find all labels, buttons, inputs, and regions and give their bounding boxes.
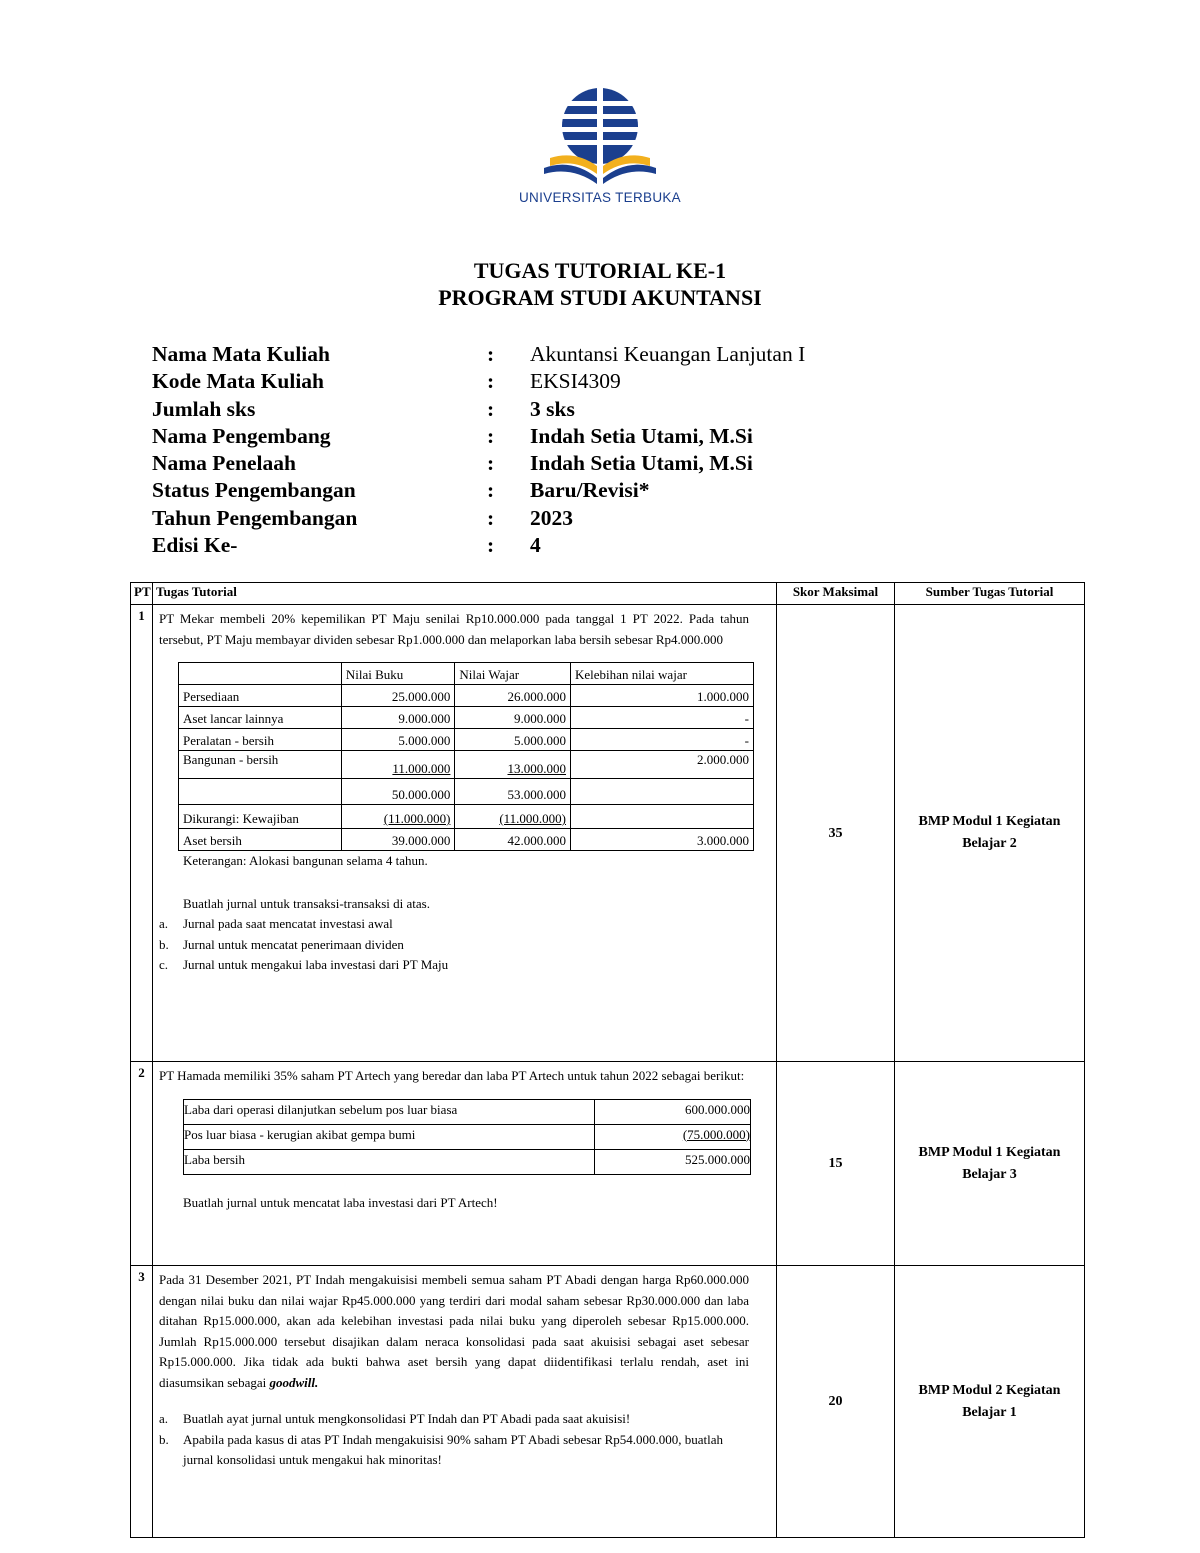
header-source: Sumber Tugas Tutorial [895, 583, 1085, 605]
score-cell: 15 [777, 1062, 895, 1266]
task-sub-item: a. Buatlah ayat jurnal untuk mengkonsolidasi PT Indah dan PT Abadi pada saat akuisisi! [159, 1411, 631, 1426]
meta-label: Edisi Ke- [152, 533, 238, 558]
col-header: Nilai Wajar [455, 663, 571, 685]
balance-header-row [179, 663, 754, 685]
meta-label: Nama Penelaah [152, 451, 296, 476]
income-line: Laba bersih 525.000.000 [184, 1149, 751, 1174]
task-sub-item: c. Jurnal untuk mengakui laba investasi dari PT Maju [159, 957, 449, 972]
income-line: Pos luar biasa - kerugian akibat gempa bumi (75.000.000) [184, 1124, 751, 1149]
task-instruction: Buatlah jurnal untuk mencatat laba investasi dari PT Artech! [183, 1194, 498, 1210]
header-task: Tugas Tutorial [153, 583, 777, 605]
meta-value: Akuntansi Keuangan Lanjutan I [530, 342, 806, 366]
task-intro: PT Mekar membeli 20% kepemilikan PT Maju senilai Rp10.000.000 pada tanggal 1 PT 2022. Pada tahun tersebut, PT Maju membayar dividen sebesar Rp1.000.000 dan melaporkan laba bersih sebesar Rp4.000.000 [159, 611, 749, 647]
score-cell: 35 [777, 605, 895, 1062]
meta-value: Baru/Revisi* [530, 478, 650, 503]
task-sub-item: a. Jurnal pada saat mencatat investasi awal [159, 916, 393, 931]
source-cell: BMP Modul 1 Kegiatan Belajar 2 [895, 605, 1085, 1062]
income-lines [183, 1099, 751, 1175]
score-cell: 20 [777, 1266, 895, 1538]
row-number: 2 [131, 1062, 153, 1266]
balance-row: Bangunan - bersih 11.000.000 13.000.000 2.000.000 [179, 751, 754, 779]
meta-label: Kode Mata Kuliah [152, 369, 325, 394]
balance-row: Dikurangi: Kewajiban (11.000.000) (11.000.000) [179, 805, 754, 829]
balance-row: 50.000.000 53.000.000 [179, 779, 754, 805]
table-row [131, 1266, 1085, 1538]
document-subtitle: PROGRAM STUDI AKUNTANSI [438, 285, 762, 310]
balance-row: Peralatan - bersih 5.000.000 5.000.000 - [179, 729, 754, 751]
tutorial-table [130, 582, 1085, 1538]
meta-value: 3 sks [530, 396, 575, 421]
task-cell [153, 605, 777, 1062]
meta-value: Indah Setia Utami, M.Si [530, 423, 753, 448]
source-cell: BMP Modul 1 Kegiatan Belajar 3 [895, 1062, 1085, 1266]
table-row [131, 605, 1085, 1062]
meta-label: Status Pengembangan [152, 478, 356, 503]
header-no: PT [131, 583, 153, 605]
balance-row: Aset lancar lainnya 9.000.000 9.000.000 - [179, 707, 754, 729]
meta-value: Indah Setia Utami, M.Si [530, 451, 753, 476]
table-row [131, 1062, 1085, 1266]
balance-row: Persediaan 25.000.000 26.000.000 1.000.000 [179, 685, 754, 707]
balance-table [178, 662, 754, 851]
meta-value: 2023 [530, 505, 573, 530]
meta-label: Jumlah sks [152, 396, 256, 421]
header-score: Skor Maksimal [777, 583, 895, 605]
task-sub-item: b. Apabila pada kasus di atas PT Indah mengakuisisi 90% saham PT Abadi sebesar Rp54.000.000, buatlah jurnal konsolidasi untuk mengakui hak minoritas! [159, 1431, 724, 1467]
task-sub-item: b. Jurnal untuk mencatat penerimaan dividen [159, 936, 404, 952]
row-number: 1 [131, 605, 153, 1062]
meta-value: EKSI4309 [530, 369, 621, 394]
table-header-row [131, 583, 1085, 605]
task-intro: Pada 31 Desember 2021, PT Indah mengakuisisi membeli semua saham PT Abadi dengan harga Rp60.000.000 dengan nilai buku dan nilai wajar Rp45.000.000 yang terdiri dari modal saham sebesar Rp30.000.000 dan laba ditahan Rp15.000.000, akan ada kelebihan investasi pada nilai buku yang diperoleh sebesar Rp15.000.000. Jumlah Rp15.000.000 tersebut disajikan dalam neraca konsolidasi pada saat akuisisi sebagai aset sebesar Rp15.000.000. Jika tidak ada bukti bahwa aset bersih yang dapat diidentifikasi terlalu rendah, aset ini diasumsikan sebagai goodwill. [159, 1272, 749, 1390]
task-instruction: Buatlah jurnal untuk transaksi-transaksi di atas. [183, 895, 430, 911]
income-line: Laba dari operasi dilanjutkan sebelum pos luar biasa 600.000.000 [184, 1099, 751, 1124]
meta-label: Nama Pengembang [152, 423, 331, 448]
task-cell [153, 1266, 777, 1538]
balance-row: Aset bersih 39.000.000 42.000.000 3.000.000 [179, 829, 754, 851]
meta-label: Tahun Pengembangan [152, 505, 358, 530]
row-number: 3 [131, 1266, 153, 1538]
logo-emblem-icon [544, 86, 656, 184]
col-header: Kelebihan nilai wajar [571, 663, 754, 685]
source-cell: BMP Modul 2 Kegiatan Belajar 1 [895, 1266, 1085, 1538]
task-note: Keterangan: Alokasi bangunan selama 4 tahun. [183, 853, 428, 868]
logo-text: UNIVERSITAS TERBUKA [519, 190, 681, 205]
task-cell [153, 1062, 777, 1266]
col-header: Nilai Buku [341, 663, 455, 685]
task-intro: PT Hamada memiliki 35% saham PT Artech yang beredar dan laba PT Artech untuk tahun 2022 sebagai berikut: [159, 1068, 745, 1083]
meta-label: Nama Mata Kuliah [152, 342, 330, 366]
document-title: TUGAS TUTORIAL KE-1 [473, 258, 727, 283]
meta-value: 4 [530, 533, 541, 558]
